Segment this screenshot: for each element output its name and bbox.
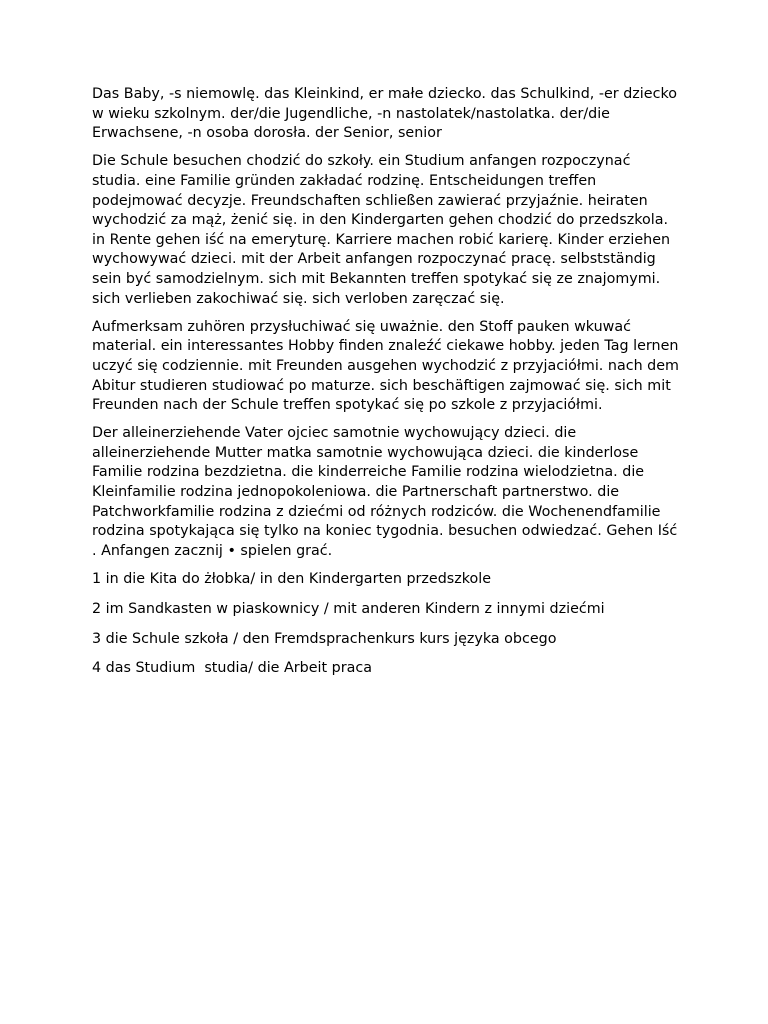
paragraph-life-events: Die Schule besuchen chodzić do szkoły. ein Studium anfangen rozpoczynać studia. eine Familie gründen zakładać rodzinę. Entscheidungen treffen podejmować decyzje. Freundschaften schließen zawierać przyjaźnie. heiraten wychodzić za mąż, żenić się. in den Kindergarten gehen chodzić do przedszkola. in Rente gehen iść na emeryturę. Karriere machen robić karierę. Kinder erziehen wychowywać dzieci. mit der Arbeit anfangen rozpoczynać pracę. selbstständig sein być samodzielnym. sich mit Bekannten treffen spotykać się ze znajomymi. sich verlieben zakochiwać się. sich verloben zaręczać się. (92, 153, 671, 307)
list-item: 3 die Schule szkoła / den Fremdsprachenkurs kurs języka obcego (92, 630, 557, 647)
list-item: 2 im Sandkasten w piaskownicy / mit anderen Kindern z innymi dziećmi (92, 600, 605, 617)
list-item: 4 das Studium studia/ die Arbeit praca (92, 660, 372, 677)
paragraph-family-types: Der alleinerziehende Vater ojciec samotnie wychowujący dzieci. die alleinerziehende Mutter matka samotnie wychowująca dzieci. die kinderlose Familie rodzina bezdzietna. die kinderreiche Familie rodzina wielodzietna. die Kleinfamilie rodzina jednopokoleniowa. die Partnerschaft partnerstwo. die Patchworkfamilie rodzina z dziećmi od różnych rodziców. die Wochenendfamilie rodzina spotykająca się tylko na koniec tygodnia. besuchen odwiedzać. Gehen Iść . Anfangen zacznij • spielen grać. (92, 425, 678, 559)
document-body (92, 85, 682, 689)
list-item: 1 in die Kita do żłobka/ in den Kindergarten przedszkole (92, 571, 492, 588)
paragraph-life-stages: Das Baby, -s niemowlę. das Kleinkind, er małe dziecko. das Schulkind, -er dziecko w wieku szkolnym. der/die Jugendliche, -n nastolatek/nastolatka. der/die Erwachsene, -n osoba dorosła. der Senior, senior (92, 86, 677, 142)
paragraph-learning-activities: Aufmerksam zuhören przysłuchiwać się uważnie. den Stoff pauken wkuwać material. ein interessantes Hobby finden znaleźć ciekawe hobby. jeden Tag lernen uczyć się codziennie. mit Freunden ausgehen wychodzić z przyjaciółmi. nach dem Abitur studieren studiować po maturze. sich beschäftigen zajmować się. sich mit Freunden nach der Schule treffen spotykać się po szkole z przyjaciółmi. (92, 318, 679, 414)
